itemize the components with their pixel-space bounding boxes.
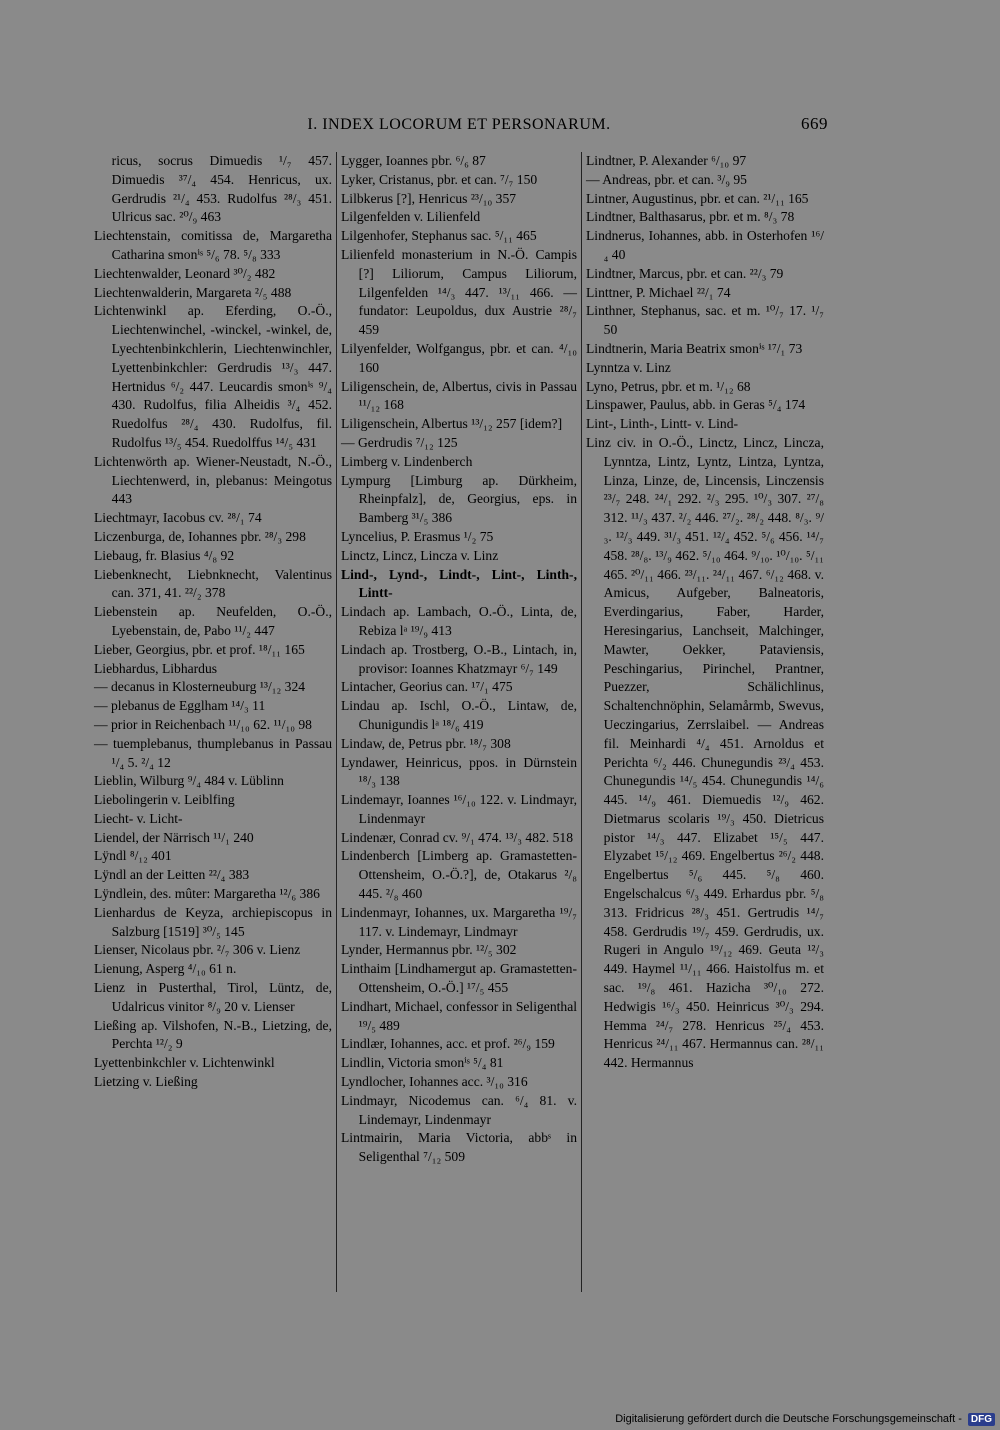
index-entry: — plebanus de Egglham ¹⁴/₃ 11 — [94, 698, 266, 714]
index-entry: Lilyenfelder, Wolfgangus, pbr. et can. ⁴/₁₀ 160 — [341, 340, 577, 375]
index-entry: Liendel, der Närrisch ¹¹/₁ 240 — [94, 829, 254, 845]
index-entry: Liechtenstain, comitissa de, Margaretha Catharina smonⁱˢ ⁵/₆ 78. ⁵/₈ 333 — [94, 228, 332, 262]
index-entry: Liebenknecht, Liebnknecht, Valentinus can. 371, 41. ²²/₂ 378 — [94, 566, 332, 601]
index-entry: Lindhart, Michael, confessor in Seligenthal ¹⁹/₅ 489 — [341, 998, 577, 1033]
column-left — [90, 152, 336, 1292]
index-entry: Liligenschein, Albertus ¹³/₁₂ 257 [idem?] — [341, 416, 563, 432]
index-entry: Lienz in Pusterthal, Tirol, Lüntz, de, Udalricus vinitor ⁸/₉ 20 v. Lienser — [94, 980, 332, 1014]
index-entry: Lietzing v. Ließing — [94, 1074, 198, 1090]
index-entry: — decanus in Klosterneuburg ¹³/₁₂ 324 — [94, 679, 306, 695]
index-entry: Linspawer, Paulus, abb. in Geras ⁵/₄ 174 — [586, 397, 806, 413]
index-entry: Lyettenbinkchler v. Lichtenwinkl — [94, 1055, 275, 1071]
page-number: 669 — [801, 114, 828, 133]
index-entry: Lintner, Augustinus, pbr. et can. ²¹/₁₁ 165 — [586, 190, 809, 206]
footer-credit — [600, 1410, 995, 1428]
index-entry: Lindau ap. Ischl, O.-Ö., Lintaw, de, Chunigundis lᵃ ¹⁸/₆ 419 — [341, 698, 577, 732]
index-entry: Linthaim [Lindhamergut ap. Gramastetten-Ottensheim, O.-Ö.] ¹⁷/₅ 455 — [341, 961, 577, 996]
index-entry: ricus, socrus Dimuedis ¹/₇ 457. Dimuedis ³⁷/₄ 454. Henricus, ux. Gerdrudis ²¹/₄ 453. Rudolfus ²⁸/₃ 451. Ulricus sac. ²⁰/₉ 463 — [111, 153, 332, 225]
index-columns — [90, 152, 830, 1292]
index-entry: Lint-, Linth-, Lintt- v. Lind- — [586, 416, 739, 432]
index-entry: Lynder, Hermannus pbr. ¹²/₅ 302 — [341, 942, 517, 958]
index-entry: Lyno, Petrus, pbr. et m. ¹/₁₂ 68 — [586, 378, 751, 394]
index-entry: Lichtenwinkl ap. Eferding, O.-Ö., Liechtenwinchel, -winckel, -winkel, de, Lyechtenbinkchlerin, Liechtenwinchler, Lyettenbinkchler: Gerdrudis ¹³/₃ 447. Hertnidus ⁶/₂ 447. Leucardis smonⁱˢ ⁹/₄ 430. Rudolfus, filia Alheidis ³/₄ 452. Ruedolfus ²⁸/₄ 430. Rudolfus, fil. Rudolfus ¹³/₅ 454. Ruedolffus ¹⁴/₅ 431 — [94, 303, 332, 450]
index-entry: Lindlær, Iohannes, acc. et prof. ²⁶/₉ 159 — [341, 1036, 555, 1052]
index-entry: Liechtenwalderin, Margareta ²/₅ 488 — [94, 284, 292, 300]
index-entry: Lintmairin, Maria Victoria, abbˢ in Seligenthal ⁷/₁₂ 509 — [341, 1130, 577, 1165]
index-entry: Lindnerus, Iohannes, abb. in Osterhofen ¹⁶/₄ 40 — [586, 228, 824, 262]
index-entry: Lygger, Ioannes pbr. ⁶/₆ 87 — [341, 153, 486, 168]
index-entry: Liczenburga, de, Iohannes pbr. ²⁸/₃ 298 — [94, 528, 306, 544]
index-entry: Lindtner, P. Alexander ⁶/₁₀ 97 — [586, 153, 747, 168]
index-entry: Lintacher, Georius can. ¹⁷/₁ 475 — [341, 679, 513, 695]
index-entry: Lindach ap. Trostberg, O.-B., Lintach, in, provisor: Ioannes Khatzmayr ⁶/₇ 149 — [341, 641, 577, 676]
index-entry: Lindtner, Balthasarus, pbr. et m. ⁸/₃ 78 — [586, 209, 795, 225]
index-entry: Lieber, Georgius, pbr. et prof. ¹⁸/₁₁ 165 — [94, 641, 305, 657]
index-entry: Lilgenhofer, Stephanus sac. ⁵/₁₁ 465 — [341, 228, 537, 244]
column-right — [582, 152, 828, 1292]
index-entry: Lind-, Lynd-, Lindt-, Lint-, Linth-, Lintt- — [341, 566, 577, 601]
index-entry: Lindtnerin, Maria Beatrix smonⁱˢ ¹⁷/₁ 73 — [586, 340, 803, 356]
index-entry: Liechtmayr, Iacobus cv. ²⁸/₁ 74 — [94, 510, 262, 526]
index-entry: Liechtenwalder, Leonard ³⁰/₂ 482 — [94, 265, 276, 281]
index-entry: — prior in Reichenbach ¹¹/₁₀ 62. ¹¹/₁₀ 98 — [94, 716, 312, 732]
index-entry: Linttner, P. Michael ²²/₁ 74 — [586, 284, 731, 300]
header-title: I. INDEX LOCORUM ET PERSONARUM. — [307, 116, 611, 133]
index-entry: Lilienfeld monasterium in N.-Ö. Campis [?] Liliorum, Campus Liliorum, Lilgenfelden ¹⁴/₃ 447. ¹³/₁₁ 466. — fundator: Leupoldus, dux Austrie ²⁸/₇ 459 — [341, 246, 577, 338]
index-entry: Lyndlocher, Iohannes acc. ³/₁₀ 316 — [341, 1074, 528, 1090]
running-header — [90, 112, 828, 142]
index-entry: Lÿndl ⁸/₁₂ 401 — [94, 848, 172, 864]
index-entry: Lindlin, Victoria smonⁱˢ ⁵/₄ 81 — [341, 1055, 504, 1071]
column-middle — [336, 152, 582, 1292]
index-entry: Lichtenwörth ap. Wiener-Neustadt, N.-Ö., Liechtenwerd, in, plebanus: Meingotus 443 — [94, 453, 332, 507]
index-entry: Lieblin, Wilburg ⁹/₄ 484 v. Lüblinn — [94, 773, 284, 789]
dfg-logo: DFG — [968, 1413, 995, 1426]
index-entry: Lympurg [Limburg ap. Dürkheim, Rheinpfalz], de, Georgius, eps. in Bamberg ³¹/₅ 386 — [341, 472, 577, 526]
index-entry: Lindenberch [Limberg ap. Gramastetten-Ottensheim, O.-Ö.?], de, Otakarus ²/₈ 445. ²/₈ 460 — [341, 848, 577, 902]
index-entry: Lÿndl an der Leitten ²²/₄ 383 — [94, 867, 250, 883]
index-entry: Liebhardus, Libhardus — [94, 660, 218, 676]
index-entry: — tuemplebanus, thumplebanus in Passau ¹/₄ 5. ²/₄ 12 — [94, 735, 332, 770]
index-entry: Lindenmayr, Iohannes, ux. Margaretha ¹⁹/₇ 117. v. Lindemayr, Lindmayr — [341, 904, 577, 939]
index-entry: Lynntza v. Linz — [586, 359, 671, 375]
index-entry: Liecht- v. Licht- — [94, 810, 183, 826]
index-entry: — Andreas, pbr. et can. ³/₉ 95 — [586, 171, 747, 187]
index-entry: Lienser, Nicolaus pbr. ²/₇ 306 v. Lienz — [94, 942, 301, 958]
index-entry: Linthner, Stephanus, sac. et m. ¹⁰/₇ 17. ¹/₇ 50 — [586, 303, 824, 338]
index-entry: Lindaw, de, Petrus pbr. ¹⁸/₇ 308 — [341, 735, 511, 751]
footer-text: Digitalisierung gefördert durch die Deutsche Forschungsgemeinschaft - — [615, 1413, 962, 1425]
index-entry: Lindenær, Conrad cv. ⁹/₁ 474. ¹³/₃ 482. 518 — [341, 829, 573, 845]
index-entry: Lÿndlein, des. mûter: Margaretha ¹²/₆ 386 — [94, 886, 320, 902]
index-entry: Lyncelius, P. Erasmus ¹/₂ 75 — [341, 528, 494, 544]
index-entry: Liligenschein, de, Albertus, civis in Passau ¹¹/₁₂ 168 — [341, 378, 577, 413]
index-entry: Liebaug, fr. Blasius ⁴/₈ 92 — [94, 547, 235, 563]
index-entry: Linz civ. in O.-Ö., Linctz, Lincz, Lincza, Lynntza, Lintz, Lyntz, Lintza, Lyntza, Linza, Linze, de, Lincensis, Linczensis ²³/₇ 248. ²⁴/₁ 292. ²/₃ 295. ¹⁰/₃ 307. ²⁷/₈ 312. ¹¹/₃ 437. ²/₂ 446. ²⁷/₂. ²⁸/₂ 448. ⁸/₃. ⁹/₃. ¹²/₃ 449. ³¹/₃ 451. ¹²/₄ 452. ⁵/₆ 456. ¹⁴/₇ 458. ²⁸/₈. ¹³/₉ 462. ⁵/₁₀ 464. ⁹/₁₀. ¹⁰/₁₀. ⁵/₁₁ 465. ²⁰/₁₁ 466. ²³/₁₁. ²⁴/₁₁ 467. ⁶/₁₂ 468. v. Amicus, Aufgeber, Balneatoris, Everdingarius, Faber, Harder, Heresingarius, Lanchseit, Malchinger, Mawter, Oekker, Pataviensis, Peschingarius, Pirinchel, Prantner, Puezzer, Schälichlinus, Schaltenchnöphin, Selamårmb, Swevus, Ueczingarius, Zerrslaibel. — Andreas fil. Meinhardi ⁴/₄ 451. Arnoldus et Perichta ⁶/₂ 446. Chunegundis ²³/₄ 453. Chunegundis ¹⁴/₅ 454. Chunegundis ¹⁴/₆ 445. ¹⁴/₉ 461. Diemuedis ¹²/₉ 462. Dietmarus scolaris ¹⁹/₃ 450. Dietricus pistor ¹⁴/₃ 447. Elizabet ¹⁵/₅ 447. Elyzabet ¹⁵/₁₂ 469. Engelbertus ²⁶/₂ 448. Engelbertus ⁵/₆ 445. ⁵/₈ 460. Engelschalcus ⁶/₃ 449. Erhardus pbr. ⁵/₈ 313. Fridricus ²⁸/₃ 451. Gertrudis ¹⁴/₇ 458. Gerdrudis ¹⁹/₇ 459. Gerdrudis, ux. Rugeri in Angulo ¹⁹/₁₂ 469. Geuta ¹²/₃ 449. Haymel ¹¹/₁₁ 466. Haistolfus m. et sac. ¹⁹/₈ 461. Hazicha ³⁰/₁₀ 272. Hedwigis ¹⁶/₃ 450. Heinricus ³⁰/₃ 294. Hemma ²⁴/₇ 278. Henricus ²⁵/₄ 453. Henricus ²⁴/₁₁ 467. Hermannus can. ²⁸/₁₁ 442. Hermannus — [586, 434, 824, 1071]
index-entry: Lilbkerus [?], Henricus ²³/₁₀ 357 — [341, 190, 517, 206]
index-entry: Linctz, Lincz, Lincza v. Linz — [341, 547, 499, 563]
index-entry: Lindemayr, Ioannes ¹⁶/₁₀ 122. v. Lindmayr, Lindenmayr — [341, 792, 577, 826]
index-entry: Lyndawer, Heinricus, ppos. in Dürnstein ¹⁸/₃ 138 — [341, 754, 577, 789]
index-entry: Lienung, Asperg ⁴/₁₀ 61 n. — [94, 961, 237, 977]
index-entry: Liebenstein ap. Neufelden, O.-Ö., Lyebenstain, de, Pabo ¹¹/₂ 447 — [94, 604, 332, 638]
index-entry: Lilgenfelden v. Lilienfeld — [341, 209, 481, 225]
index-entry: — Gerdrudis ⁷/₁₂ 125 — [341, 434, 458, 450]
index-entry: Lienhardus de Keyza, archiepiscopus in Salzburg [1519] ³⁰/₅ 145 — [94, 904, 332, 939]
index-entry: Ließing ap. Vilshofen, N.-B., Lietzing, de, Perchta ¹²/₂ 9 — [94, 1017, 332, 1052]
index-entry: Lindach ap. Lambach, O.-Ö., Linta, de, Rebiza lᵃ ¹⁹/₉ 413 — [341, 604, 577, 638]
index-entry: Lyker, Cristanus, pbr. et can. ⁷/₇ 150 — [341, 171, 538, 187]
index-entry: Lindmayr, Nicodemus can. ⁶/₄ 81. v. Lindemayr, Lindenmayr — [341, 1092, 577, 1127]
index-entry: Lindtner, Marcus, pbr. et can. ²²/₃ 79 — [586, 265, 784, 281]
index-entry: Liebolingerin v. Leiblfing — [94, 792, 235, 808]
index-entry: Limberg v. Lindenberch — [341, 453, 473, 469]
